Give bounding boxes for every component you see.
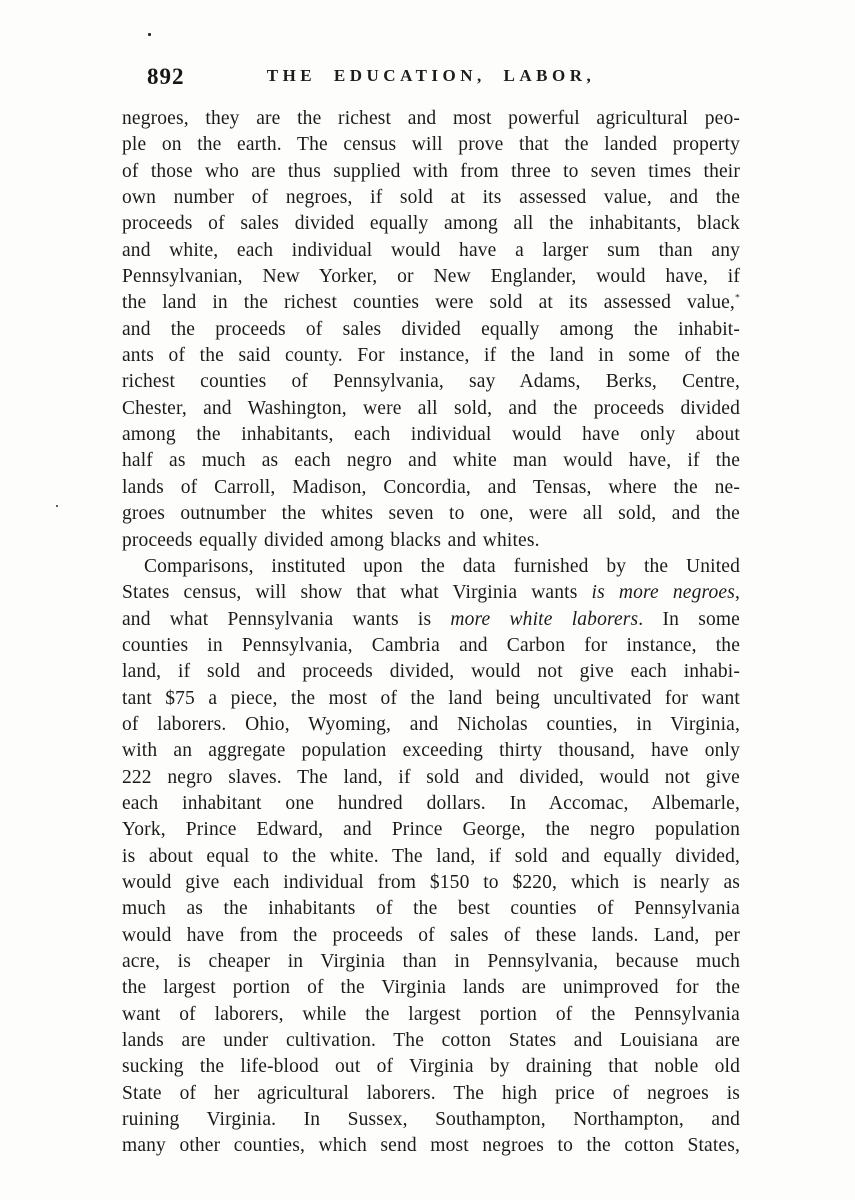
text-line: the largest portion of the Virginia lands are unimproved for the <box>122 977 740 999</box>
text-line: lands of Carroll, Madison, Concordia, and Tensas, where the ne- <box>122 476 740 498</box>
text-line: tant $75 a piece, the most of the land being uncultivated for want <box>122 687 740 709</box>
text-line: many other counties, which send most negroes to the cotton States, <box>122 1135 740 1157</box>
text-line: ants of the said county. For instance, if the land in some of the <box>122 345 740 367</box>
text-line: and white, each individual would have a larger sum than any <box>122 239 740 261</box>
text-line: proceeds of sales divided equally among all the inhabitants, black <box>122 213 740 235</box>
page-number: 892 <box>147 64 185 89</box>
text-line: of those who are thus supplied with from three to seven times their <box>122 160 740 182</box>
scan-speck <box>148 33 151 36</box>
text-line: proceeds equally divided among blacks and whites. <box>122 529 540 551</box>
text-line: each inhabitant one hundred dollars. In Accomac, Albemarle, <box>122 792 740 814</box>
text-line: acre, is cheaper in Virginia than in Pennsylvania, because much <box>122 951 740 972</box>
text-line: sucking the life-blood out of Virginia by draining that noble old <box>122 1056 740 1078</box>
text-line: richest counties of Pennsylvania, say Adams, Berks, Centre, <box>122 371 740 393</box>
text-line: State of her agricultural laborers. The high price of negroes is <box>122 1082 740 1104</box>
text-line: and the proceeds of sales divided equally among the inhabit- <box>122 318 740 340</box>
text-line: with an aggregate population exceeding thirty thousand, have only <box>122 740 740 762</box>
text-line: among the inhabitants, each individual would have only about <box>122 424 740 446</box>
text-line: own number of negroes, if sold at its assessed value, and the <box>122 187 740 209</box>
text-line: Pennsylvanian, New Yorker, or New Englander, would have, if <box>122 266 740 288</box>
text-line: land, if sold and proceeds divided, would not give each inhabi- <box>122 661 740 683</box>
text-line: would have from the proceeds of sales of these lands. Land, per <box>122 924 740 946</box>
text-line: ruining Virginia. In Sussex, Southampton, Northampton, and <box>122 1109 740 1131</box>
text-block <box>122 106 740 1160</box>
text-line: York, Prince Edward, and Prince George, the negro population <box>122 819 740 841</box>
text-line: half as much as each negro and white man would have, if the <box>122 450 740 472</box>
text-line: ple on the earth. The census will prove that the landed property <box>122 134 740 156</box>
text-line: counties in Pennsylvania, Cambria and Carbon for instance, the <box>122 634 740 656</box>
scan-speck <box>56 505 58 507</box>
page-header <box>122 62 740 92</box>
text-line: Comparisons, instituted upon the data furnished by the United <box>144 555 740 577</box>
text-line: and what Pennsylvania wants is more white laborers. In some <box>122 608 740 630</box>
text-line: want of laborers, while the largest portion of the Pennsylvania <box>122 1003 740 1025</box>
text-line: is about equal to the white. The land, if sold and equally divided, <box>122 845 740 867</box>
text-line: would give each individual from $150 to $220, which is nearly as <box>122 871 740 893</box>
text-line: of laborers. Ohio, Wyoming, and Nicholas counties, in Virginia, <box>122 713 740 735</box>
text-line: 222 negro slaves. The land, if sold and divided, would not give <box>122 766 740 788</box>
text-line: the land in the richest counties were sold at its assessed value,* <box>122 292 740 314</box>
text-line: groes outnumber the whites seven to one, were all sold, and the <box>122 503 740 525</box>
text-line: States census, will show that what Virginia wants is more negroes, <box>122 582 740 604</box>
text-line: Chester, and Washington, were all sold, and the proceeds divided <box>122 397 740 419</box>
text-line: much as the inhabitants of the best counties of Pennsylvania <box>122 898 740 920</box>
text-line: negroes, they are the richest and most powerful agricultural peo- <box>122 108 740 129</box>
text-line: lands are under cultivation. The cotton States and Louisiana are <box>122 1030 740 1052</box>
running-title: THE EDUCATION, LABOR, <box>266 66 596 85</box>
